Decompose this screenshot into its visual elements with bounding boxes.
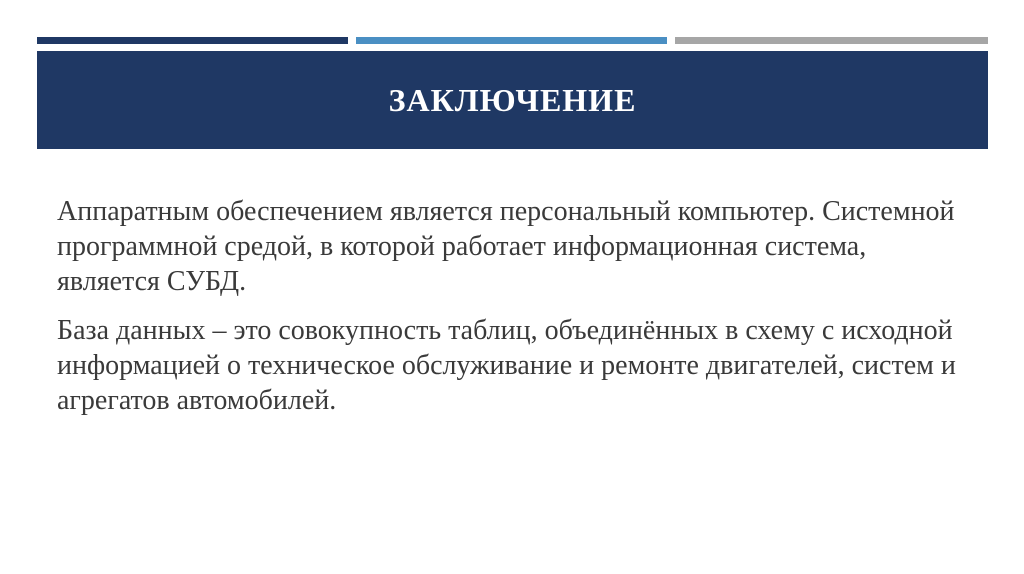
accent-bar-gray: [675, 37, 988, 44]
slide-title: ЗАКЛЮЧЕНИЕ: [388, 82, 637, 118]
accent-bar-blue: [356, 37, 667, 44]
slide-body: [57, 194, 957, 432]
accent-bar-dark: [37, 37, 348, 44]
title-band: [37, 51, 988, 149]
paragraph-database: База данных – это совокупность таблиц, объединённых в схему с исходной информацией о техническое обслуживание и ремонте двигателей, систем и агрегатов автомобилей.: [57, 315, 956, 416]
paragraph-hardware: Аппаратным обеспечением является персональный компьютер. Системной программной средой, в которой работает информационная система, является СУБД.: [57, 196, 955, 297]
